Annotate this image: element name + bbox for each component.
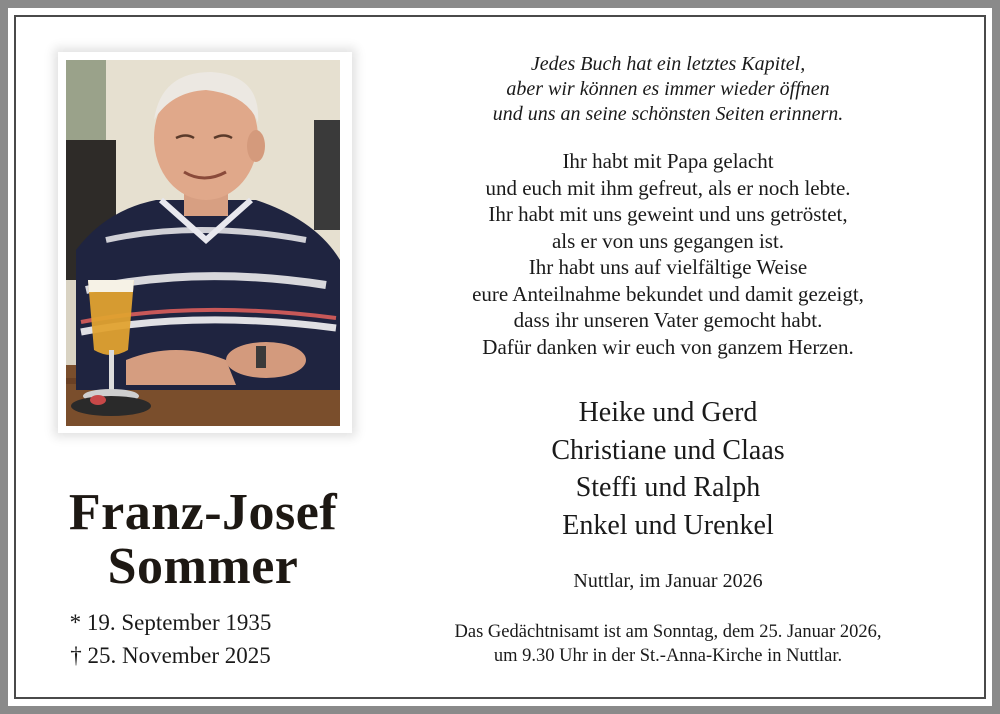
birth-date: * 19. September 1935 <box>69 610 272 635</box>
thanks-line: und euch mit ihm gefreut, als er noch lebte. <box>485 175 851 200</box>
last-name: Sommer <box>107 538 299 595</box>
family-member: Enkel und Urenkel <box>562 509 774 541</box>
obituary-card <box>8 8 992 706</box>
death-date: † 25. November 2025 <box>70 643 271 668</box>
thanks-line: dass ihr unseren Vater gemocht habt. <box>513 308 823 332</box>
portrait-frame <box>58 52 352 433</box>
memorial-line: um 9.30 Uhr in der St.-Anna-Kirche in Nuttlar. <box>493 646 843 666</box>
place-date: Nuttlar, im Januar 2026 <box>573 570 763 592</box>
thanks-line: Ihr habt uns auf vielfältige Weise <box>528 255 808 279</box>
thanks-line: Ihr habt mit Papa gelacht <box>562 149 774 173</box>
quote-line: Jedes Buch hat ein letztes Kapitel, <box>530 53 806 75</box>
quote-line: und uns an seine schönsten Seiten erinnern. <box>492 103 844 125</box>
first-name: Franz-Josef <box>68 484 338 541</box>
quote-line: aber wir können es immer wieder öffnen <box>506 78 830 100</box>
family-member: Steffi und Ralph <box>575 472 761 503</box>
thanks-text <box>388 148 948 360</box>
deceased-name <box>28 486 378 594</box>
thanks-line: als er von uns gegangen ist. <box>551 228 785 253</box>
thanks-line: Dafür danken wir euch von ganzem Herzen. <box>482 334 854 359</box>
thanks-line: Ihr habt mit uns geweint und uns getröstet, <box>488 202 848 226</box>
memorial-line: Das Gedächtnisamt ist am Sonntag, dem 25. Januar 2026, <box>454 622 882 642</box>
portrait-photo <box>66 60 340 426</box>
thanks-line: eure Anteilnahme bekundet und damit gezeigt, <box>472 281 864 306</box>
memorial-service-info <box>388 620 948 668</box>
memorial-quote <box>388 52 948 127</box>
family-member: Christiane und Claas <box>551 434 785 466</box>
family-member: Heike und Gerd <box>578 397 758 428</box>
life-dates <box>28 606 418 672</box>
family-signatures <box>388 394 948 544</box>
